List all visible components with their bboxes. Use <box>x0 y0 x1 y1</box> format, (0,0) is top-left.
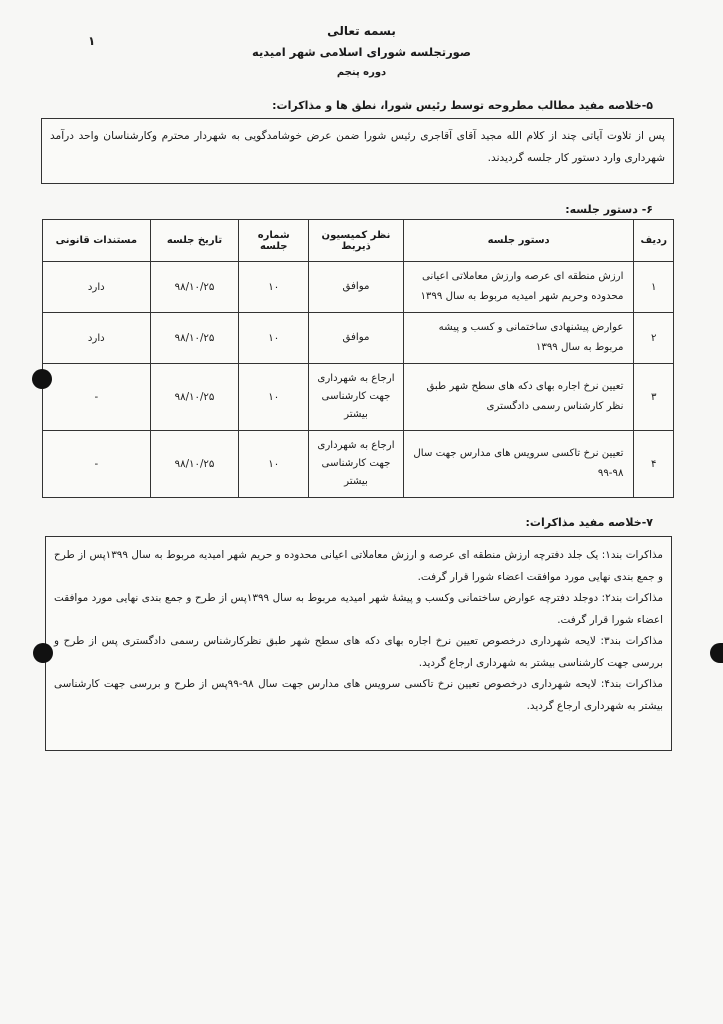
section5-title: ۵-خلاصه مفید مطالب مطروحه توسط رئیس شورا، نطق ها و مذاکرات: <box>272 99 653 112</box>
negotiation-paragraph: مذاکرات بند۱: یک جلد دفترچه ارزش منطقه ای عرصه و ارزش معاملاتی اعیانی محدوده و حریم شهر امیدیه مربوط به سال ۱۳۹۹پس از طرح و جمع بندی نهایی مورد موافقت اعضاء شورا قرار گرفت. <box>54 549 663 583</box>
col-commission: نظر کمیسیون ذیربط <box>309 220 404 262</box>
bismillah-heading: بسمه تعالی <box>327 24 396 38</box>
row-number: ۴ <box>634 431 674 498</box>
negotiation-paragraph: مذاکرات بند۲: دوجلد دفترچه عوارض ساختمانی وکسب و پیشهٔ شهر امیدیه مربوط به سال ۱۳۹۹پس از طرح و جمع بندی نهایی مورد موافقت اعضاء شورا قرار گرفت. <box>54 592 664 626</box>
commission-opinion: موافق <box>309 313 404 364</box>
session-date: ۹۸/۱۰/۲۵ <box>150 313 239 364</box>
col-row: ردیف <box>634 220 674 262</box>
agenda-topic: ارزش منطقه ای عرصه وارزش معاملاتی اعیانی محدوده وحریم شهر امیدیه مربوط به سال ۱۳۹۹ <box>403 262 634 313</box>
legal-docs: دارد <box>43 313 151 364</box>
session-number: ۱۰ <box>239 431 309 498</box>
negotiation-paragraph: مذاکرات بند۳: لایحه شهرداری درخصوص تعیین نرخ اجاره بهای دکه های سطح شهر طبق نظرکارشناس رسمی دادگستری پس از طرح و بررسی جهت کارشناسی بیشتر به شهرداری ارجاع گردید. <box>54 635 663 669</box>
commission-opinion: ارجاع به شهرداری جهت کارشناسی بیشتر <box>309 431 404 498</box>
table-row <box>43 262 674 313</box>
row-number: ۲ <box>634 313 674 364</box>
section5-text: پس از تلاوت آیاتی چند از کلام الله مجید آقای آقاجری رئیس شورا ضمن عرض خوشامدگویی به شهردار محترم وکارشناسان واحد درآمد شهرداری وارد دستور کار جلسه گردیدند. <box>50 130 665 164</box>
commission-opinion: ارجاع به شهرداری جهت کارشناسی بیشتر <box>309 364 404 431</box>
agenda-table <box>42 219 674 498</box>
table-row <box>43 313 674 364</box>
section5-summary-box <box>41 118 674 184</box>
col-session-no: شماره جلسه <box>239 220 309 262</box>
col-legal-docs: مستندات قانونی <box>43 220 151 262</box>
session-number: ۱۰ <box>239 262 309 313</box>
agenda-topic: تعیین نرخ اجاره بهای دکه های سطح شهر طبق نظر کارشناس رسمی دادگستری <box>403 364 634 431</box>
session-date: ۹۸/۱۰/۲۵ <box>150 431 239 498</box>
punch-hole <box>710 643 723 663</box>
session-date: ۹۸/۱۰/۲۵ <box>150 364 239 431</box>
section7-title: ۷-خلاصه مفید مذاکرات: <box>525 516 653 529</box>
col-session-date: تاریخ جلسه <box>150 220 239 262</box>
row-number: ۳ <box>634 364 674 431</box>
punch-hole <box>33 643 53 663</box>
page-number-mark: ۱ <box>88 34 96 48</box>
commission-opinion: موافق <box>309 262 404 313</box>
col-agenda: دستور جلسه <box>403 220 634 262</box>
session-date: ۹۸/۱۰/۲۵ <box>150 262 239 313</box>
punch-hole <box>32 369 52 389</box>
legal-docs: دارد <box>43 262 151 313</box>
session-number: ۱۰ <box>239 364 309 431</box>
agenda-topic: عوارض پیشنهادی ساختمانی و کسب و پیشه مربوط به سال ۱۳۹۹ <box>403 313 634 364</box>
legal-docs: - <box>43 431 151 498</box>
section7-negotiations-box <box>45 536 672 751</box>
section6-title: ۶- دستور جلسه: <box>565 203 653 216</box>
agenda-topic: تعیین نرخ تاکسی سرویس های مدارس جهت سال ۹۸-۹۹ <box>403 431 634 498</box>
legal-docs: - <box>43 364 151 431</box>
term-label: دوره پنجم <box>336 67 387 78</box>
agenda-header-row <box>43 220 674 262</box>
row-number: ۱ <box>634 262 674 313</box>
document-title: صورتجلسه شورای اسلامی شهر امیدیه <box>251 45 472 59</box>
negotiation-paragraph: مذاکرات بند۴: لایحه شهرداری درخصوص تعیین نرخ تاکسی سرویس های مدارس جهت سال ۹۸-۹۹پس از طرح و بررسی جهت کارشناسی بیشتر به شهرداری ارجاع گردید. <box>54 678 663 712</box>
table-row <box>43 364 674 431</box>
session-number: ۱۰ <box>239 313 309 364</box>
table-row <box>43 431 674 498</box>
